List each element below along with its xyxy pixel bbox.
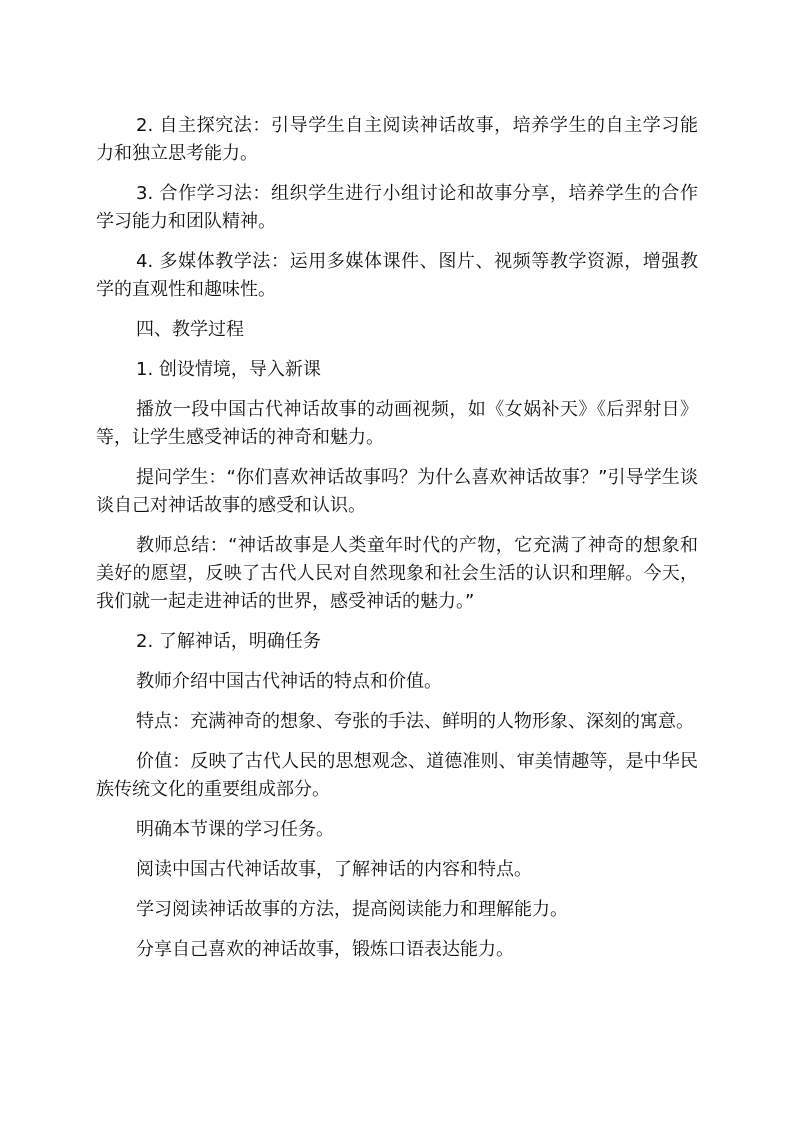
section-heading-teaching-process: 四、教学过程 xyxy=(136,319,244,340)
task-learn-methods: 学习阅读神话故事的方法，提高阅读能力和理解能力。 xyxy=(136,899,568,920)
method-cooperative-learning: 3. 合作学习法：组织学生进行小组讨论和故事分享，培养学生的合作学习能力和团队精神。 xyxy=(96,183,698,232)
method-multimedia: 4. 多媒体教学法：运用多媒体课件、图片、视频等教学资源，增强教学的直观性和趣味性。 xyxy=(96,251,698,300)
subheading-create-situation: 1. 创设情境，导入新课 xyxy=(136,359,321,380)
method-self-inquiry: 2. 自主探究法：引导学生自主阅读神话故事，培养学生的自主学习能力和独立思考能力。 xyxy=(96,115,698,164)
paragraph-ask-students: 提问学生：“你们喜欢神话故事吗？为什么喜欢神话故事？”引导学生谈谈自己对神话故事的感受和认识。 xyxy=(96,467,698,516)
paragraph-value: 价值：反映了古代人民的思想观念、道德准则、审美情趣等，是中华民族传统文化的重要组成部分。 xyxy=(96,751,698,800)
paragraph-clarify-tasks: 明确本节课的学习任务。 xyxy=(136,819,334,840)
paragraph-features: 特点：充满神奇的想象、夸张的手法、鲜明的人物形象、深刻的寓意。 xyxy=(136,711,694,732)
paragraph-teacher-summary: 教师总结：“神话故事是人类童年时代的产物，它充满了神奇的想象和美好的愿望，反映了古代人民对自然现象和社会生活的认识和理解。今天，我们就一起走进神话的世界，感受神话的魅力。” xyxy=(96,535,698,612)
task-read-myths: 阅读中国古代神话故事，了解神话的内容和特点。 xyxy=(136,859,532,880)
subheading-understand-myths: 2. 了解神话，明确任务 xyxy=(136,631,321,652)
paragraph-play-video: 播放一段中国古代神话故事的动画视频，如《女娲补天》《后羿射日》等，让学生感受神话的神奇和魅力。 xyxy=(96,399,698,448)
document-page xyxy=(96,112,698,976)
paragraph-teacher-intro: 教师介绍中国古代神话的特点和价值。 xyxy=(136,671,442,692)
task-share-stories: 分享自己喜欢的神话故事，锻炼口语表达能力。 xyxy=(136,939,514,960)
